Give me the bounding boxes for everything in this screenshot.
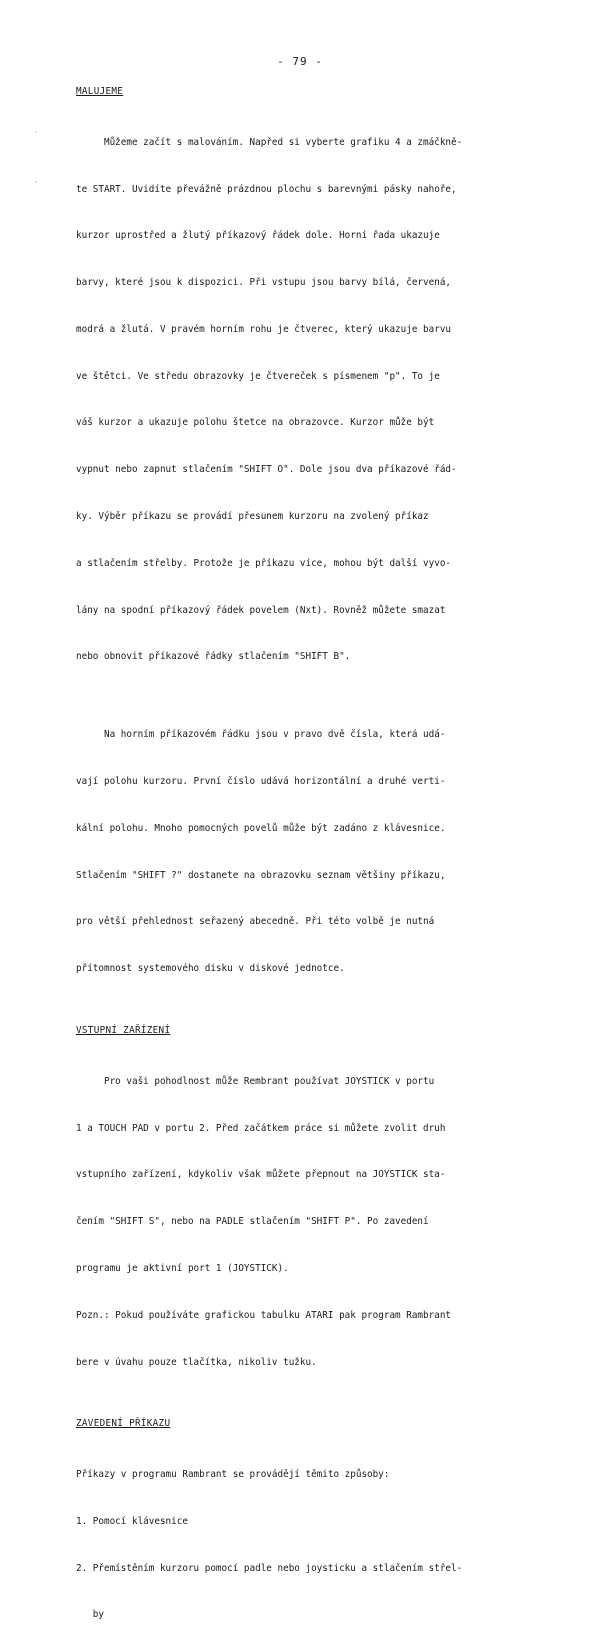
- text-line: Můžeme začít s malováním. Napřed si vyberte grafiku 4 a zmáčkně-: [76, 136, 463, 148]
- text-line: ve štětci. Ve středu obrazovky je čtvereček s písmenem "p". To je: [76, 370, 440, 382]
- text-line: váš kurzor a ukazuje polohu štetce na obrazovce. Kurzor může být: [76, 417, 435, 429]
- text-line: programu je aktivní port 1 (JOYSTICK).: [76, 1262, 289, 1274]
- section-heading: MALUJEME: [76, 86, 124, 97]
- paragraph: [76, 104, 516, 697]
- text-line: Stlačením "SHIFT ?" dostanete na obrazovku seznam většiny příkazu,: [76, 869, 446, 881]
- text-line: kální polohu. Mnoho pomocných povelů může být zadáno z klávesnice.: [76, 822, 446, 834]
- text-line: modrá a žlutá. V pravém horním rohu je čtverec, který ukazuje barvu: [76, 323, 452, 335]
- text-line: pro větší přehlednost seřazený abecedně. Při této volbě je nutná: [76, 916, 435, 928]
- text-line: bere v úvahu pouze tlačítka, nikoliv tužku.: [76, 1356, 317, 1368]
- text-line: lány na spodní příkazový řádek povelem (Nxt). Rovněž můžete smazat: [76, 604, 446, 616]
- section-zavedeni-prikazu: [76, 1416, 516, 1634]
- margin-mark: ·: [33, 178, 39, 188]
- section-vstupni-zarizeni: [76, 1023, 516, 1401]
- text-line: vstupního zařízení, kdykoliv však můžete přepnout na JOYSTICK sta-: [76, 1169, 446, 1181]
- paragraph: [76, 1043, 516, 1402]
- text-line: Pozn.: Pokud používáte grafickou tabulku ATARI pak program Rambrant: [76, 1309, 452, 1321]
- section-malujeme: [76, 84, 516, 1008]
- text-line: ky. Výběr příkazu se provádí přesunem kurzoru na zvolený příkaz: [76, 511, 429, 523]
- text-line: nebo obnovit příkazové řádky stlačením "SHIFT B".: [76, 651, 351, 663]
- text-line: Na horním příkazovém řádku jsou v pravo dvě čísla, která udá-: [76, 729, 446, 741]
- text-line: a stlačením střelby. Protože je příkazu více, mohou být další vyvo-: [76, 557, 452, 569]
- text-line: 1 a TOUCH PAD v portu 2. Před začátkem práce si můžete zvolit druh: [76, 1122, 446, 1134]
- text-line: přítomnost systemového disku v diskové jednotce.: [76, 963, 345, 975]
- margin-mark: ·: [33, 128, 39, 138]
- text-line: Příkazy v programu Rambrant se provádějí těmito způsoby:: [76, 1469, 390, 1481]
- text-line: barvy, které jsou k dispozici. Při vstupu jsou barvy bílá, červená,: [76, 277, 452, 289]
- paragraph: [76, 696, 516, 1008]
- text-line: vají polohu kurzoru. První číslo udává horizontální a druhé verti-: [76, 776, 446, 788]
- page-number: - 79 -: [277, 55, 323, 68]
- list-item: 1. Pomocí klávesnice: [76, 1515, 188, 1527]
- text-line: čením "SHIFT S", nebo na PADLE stlačením "SHIFT P". Po zavedení: [76, 1216, 429, 1228]
- text-line: te START. Uvidíte převážně prázdnou plochu s barevnými pásky nahoře,: [76, 183, 457, 195]
- paragraph: [76, 1436, 516, 1634]
- text-line: by: [76, 1609, 104, 1621]
- section-heading: VSTUPNÍ ZAŘÍZENÍ: [76, 1025, 171, 1037]
- text-line: vypnut nebo zapnut stlačením "SHIFT O". Dole jsou dva příkazové řád-: [76, 464, 457, 476]
- section-heading: ZAVEDENÍ PŘÍKAZU: [76, 1418, 171, 1430]
- list-item: 2. Přemístěním kurzoru pomocí padle nebo joysticku a stlačením střel-: [76, 1562, 463, 1574]
- text-line: Pro vaši pohodlnost může Rembrant používat JOYSTICK v portu: [76, 1075, 435, 1087]
- document-body: [76, 84, 516, 1634]
- text-line: kurzor uprostřed a žlutý příkazový řádek dole. Horní řada ukazuje: [76, 230, 440, 242]
